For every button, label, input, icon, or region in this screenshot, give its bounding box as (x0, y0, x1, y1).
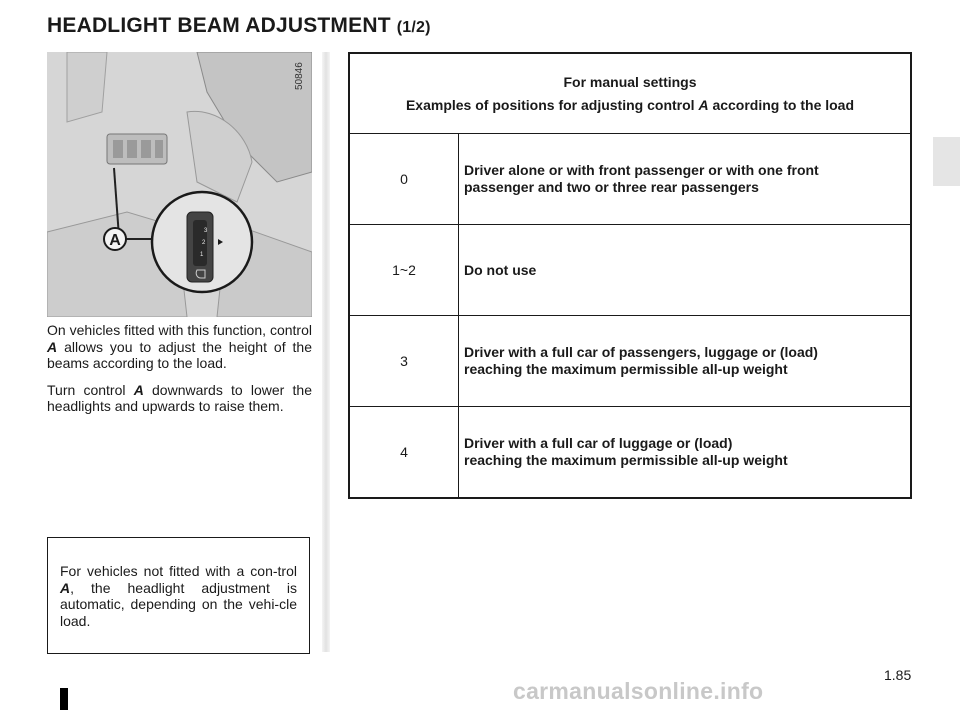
position-value: 0 (349, 134, 459, 225)
section-tab[interactable] (933, 137, 960, 186)
load-description: Driver with a full car of luggage or (load) reaching the maximum permissible all-up weight (459, 407, 912, 499)
page-title-text: HEADLIGHT BEAM ADJUSTMENT (47, 14, 391, 37)
table-row (349, 225, 911, 316)
load-description: Driver alone or with front passenger or with one front passenger and two or three rear passengers (459, 134, 912, 225)
settings-table (348, 52, 912, 499)
page-title (47, 14, 431, 38)
description-paragraph-2: Turn control A downwards to lower the headlights and upwards to raise them. (47, 381, 312, 414)
dial-mark-1: 1 (200, 252, 204, 258)
note-box (47, 537, 310, 654)
load-description: Driver with a full car of passengers, luggage or (load) reaching the maximum permissible all-up weight (459, 316, 912, 407)
figure-ref-number: 50846 (294, 62, 305, 90)
page-number: 1.85 (884, 667, 912, 683)
dial-mark-2: 2 (202, 240, 206, 246)
table-row (349, 407, 911, 499)
table-row (349, 316, 911, 407)
column-divider (322, 52, 330, 652)
table-header-line1: For manual settings (563, 73, 697, 90)
description-paragraph-1: On vehicles fitted with this function, control A allows you to adjust the height of the beams according to the load. (47, 322, 312, 371)
table-header-line2: Examples of positions for adjusting control A according to the load (405, 96, 855, 113)
dial-mark-3: 3 (204, 228, 208, 234)
position-value: 4 (349, 407, 459, 499)
corner-mark (60, 688, 68, 710)
dashboard-drawing (47, 52, 312, 317)
table-row (349, 134, 911, 225)
note-text: For vehicles not fitted with a con-trol A, the headlight adjustment is automatic, depending on the vehi-cle load. (60, 563, 297, 629)
dashboard-illustration (47, 52, 312, 317)
table-header (349, 53, 911, 134)
callout-label: A (109, 232, 121, 249)
position-value: 1~2 (349, 225, 459, 316)
description (47, 322, 312, 425)
page-part: (1/2) (396, 19, 431, 36)
watermark[interactable]: carmanualsonline.info (513, 678, 764, 704)
load-description: Do not use (459, 225, 912, 316)
position-value: 3 (349, 316, 459, 407)
